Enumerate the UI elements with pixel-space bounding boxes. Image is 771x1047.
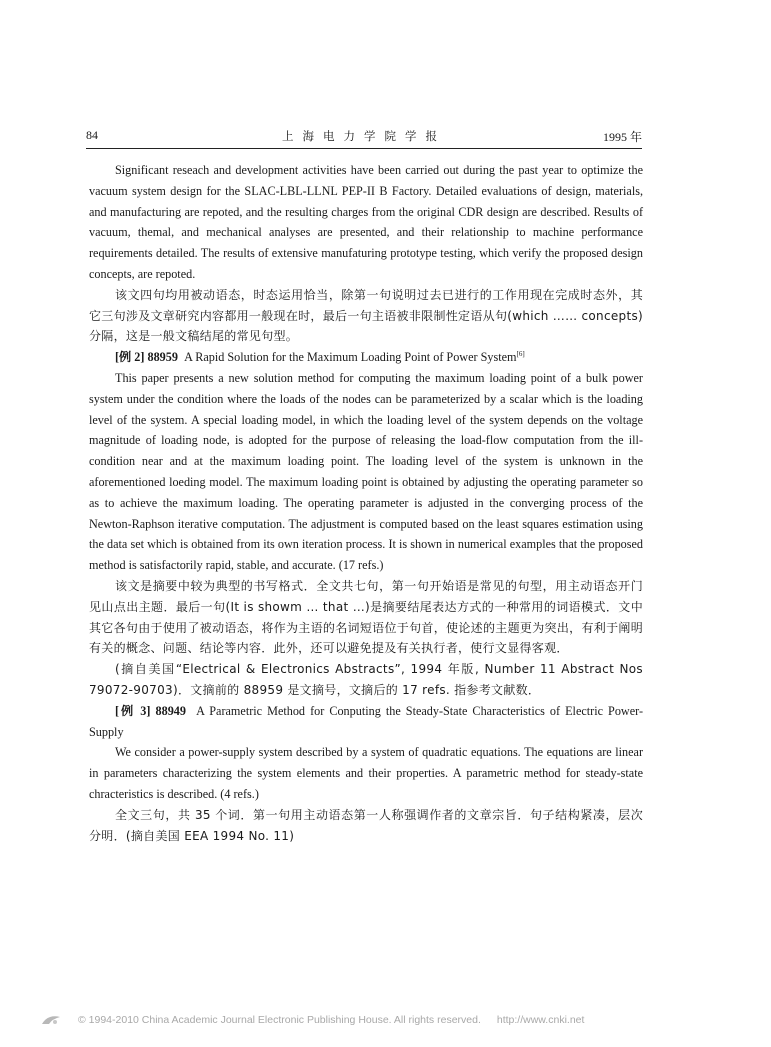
article-body — [89, 160, 643, 846]
example-2-label: [例 2] 88959 — [115, 350, 178, 365]
page-header — [86, 128, 642, 149]
commentary-3: 全文三句，共 35 个词．第一句用主动语态第一人称强调作者的文章宗旨．句子结构紧凑，层次分明．(摘自美国 EEA 1994 No. 11) — [89, 807, 643, 843]
copyright-text: © 1994-2010 China Academic Journal Electronic Publishing House. All rights reserved. — [78, 1014, 481, 1026]
source-note: (摘自美国“Electrical & Electronics Abstracts”, 1994 年版, Number 11 Abstract Nos 79072-90703)．文摘前的 88959 是文摘号，文摘后的 17 refs. 指参考文献数． — [89, 662, 643, 697]
journal-title: 上海电力学院学报 — [282, 129, 446, 143]
example-2-heading — [89, 347, 643, 368]
abstract-example-3: We consider a power-supply system described by a system of quadratic equations. The equations are linear in parameters characterizing the system elements and their properties. A parametric method for steady-state chracteristics is described. (4 refs.) — [89, 745, 643, 801]
commentary-1: 该文四句均用被动语态，时态运用恰当，除第一句说明过去已进行的工作用现在完成时态外，其它三句涉及文章研究内容都用一般现在时，最后一句主语被非限制性定语从句(which …… concepts)分隔，这是一般文稿结尾的常见句型。 — [89, 287, 643, 344]
page-footer — [40, 1014, 584, 1026]
cnki-logo-icon — [40, 1014, 62, 1026]
example-2-title: A Rapid Solution for the Maximum Loading Point of Power System — [184, 350, 517, 365]
page-number: 84 — [86, 128, 98, 142]
reference-marker: [6] — [516, 350, 525, 359]
example-3-title: A Parametric Method for Conputing the Steady-State Characteristics of Electric Power-Supply — [89, 703, 644, 739]
commentary-2: 该文是摘要中较为典型的书写格式．全文共七句，第一句开始语是常见的句型，用主动语态开门见山点出主题．最后一句(It is showm … that …)是摘要结尾表达方式的一种常用的词语模式．文中其它各句由于使用了被动语态，将作为主语的名词短语位于句首，使论述的主题更为突出，有利于阐明有关的概念、问题、结论等内容．此外，还可以避免提及有关执行者，使行文显得客观． — [89, 578, 643, 656]
cnki-url-link[interactable]: http://www.cnki.net — [496, 1014, 585, 1026]
abstract-example-2: This paper presents a new solution method for computing the maximum loading point of a bulk power system under the condition where the loads of the nodes can be parameterized by a scalar which is the loading level of the system. A special loading model, in which the loading level of the system depends on the voltage magnitude of loading node, is adopted for the purpose of releasing the load-flow computation from the ill-condition near and at the maximum loading point. The loading level of the system is unknown in the aforementioned loeding model. The maximum loading point is obtained by adjusting the operating parameter so as to achieve the maximum loading. The operating parameter is adjusted in the converging process of the Newton-Raphson iterative computation. The adjustment is computed based on the least squares estimation using the data set which is obtained from its own iteration process. It is shown in numerical examples that the proposed method is satisfactorily rapid, stable, and accurate. (17 refs.) — [89, 370, 643, 573]
publication-year: 1995 年 — [602, 130, 642, 144]
example-3-heading — [89, 701, 643, 743]
example-3-label: [例 3] 88949 — [115, 703, 186, 718]
abstract-example-1: Significant reseach and development activities have been carried out during the past year to optimize the vacuum system design for the SLAC-LBL-LLNL PEP-II B Factory. Detailed evaluations of design, materials, and manufacturing are repoted, and the resulting charges from the original CDR design are described. Results of vacuum, themal, and mechanical analyses are presented, and their relationship to machine performance requirements detailed. The results of extensive manufaturing prototype testing, which verify the proposed design concepts, are repoted. — [89, 163, 643, 281]
